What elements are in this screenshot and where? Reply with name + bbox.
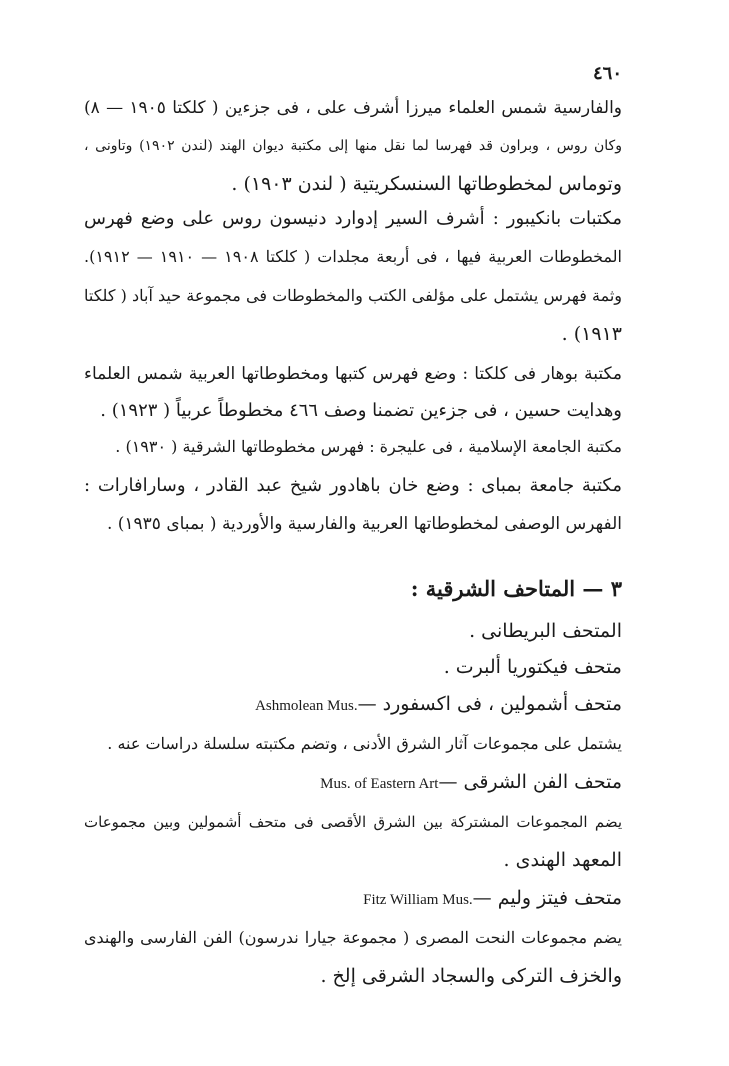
text-line: والخزف التركى والسجاد الشرقى إلخ . — [320, 965, 622, 987]
text-line: وهدايت حسين ، فى جزءين تضمنا وصف ٤٦٦ مخطوطاً عربياً ( ١٩٢٣) . — [100, 400, 622, 421]
text-line: يشتمل على مجموعات آثار الشرق الأدنى ، وتضم مكتبته سلسلة دراسات عنه . — [107, 734, 622, 753]
text-line: مكتبات بانكيبور : أشرف السير إدوارد دنيسون روس على وضع فهرس — [84, 208, 622, 229]
section-heading: ٣ — المتاحف الشرقية : — [410, 576, 622, 601]
museum-entry — [249, 690, 622, 720]
museum-name-arabic: متحف فيتز وليم — — [472, 887, 622, 909]
text-line: المعهد الهندى . — [503, 849, 622, 871]
text-line: يضم المجموعات المشتركة بين الشرق الأقصى فى متحف أشمولين وبين مجموعات — [84, 813, 622, 831]
text-line: الفهرس الوصفى لمخطوطاتها العربية والفارسية والأوردية ( بمباى ١٩٣٥) . — [106, 514, 622, 534]
text-line: والفارسية شمس العلماء ميرزا أشرف على ، فى جزءين ( كلكتا ١٩٠٥ — ٨) — [84, 98, 623, 118]
museum-name-latin: Fitz William Mus. — [363, 892, 473, 908]
text-line: يضم مجموعات النحت المصرى ( مجموعة جيارا ندرسون) الفن الفارسى والهندى — [84, 928, 622, 947]
museum-name-latin: Ashmolean Mus. — [255, 698, 358, 714]
museum-entry: المتحف البريطانى . — [469, 620, 622, 642]
museum-entry: متحف فيكتوريا ألبرت . — [443, 656, 622, 678]
text-line: وتوماس لمخطوطاتها السنسكريتية ( لندن ١٩٠٣) . — [231, 173, 622, 195]
text-line: وثمة فهرس يشتمل على مؤلفى الكتب والمخطوطات فى مجموعة حيد آباد ( كلكتا — [84, 286, 622, 305]
text-line: وكان روس ، وبراون قد فهرسا لما نقل منها إلى مكتبة ديوان الهند (لندن ١٩٠٢) وتاونى ، — [84, 138, 622, 154]
museum-name-latin: Mus. of Eastern Art — [320, 776, 439, 792]
museum-name-arabic: متحف أشمولين ، فى اكسفورد — — [357, 693, 622, 715]
page-number: ٤٦٠ — [592, 63, 622, 84]
museum-entry — [314, 768, 622, 798]
text-line: المخطوطات العربية فيها ، فى أربعة مجلدات ( كلكتا ١٩٠٨ — ١٩١٠ — ١٩١٢). — [84, 247, 623, 266]
museum-name-arabic: متحف الفن الشرقى — — [438, 771, 622, 793]
text-line: مكتبة الجامعة الإسلامية ، فى عليجرة : فهرس مخطوطاتها الشرقية ( ١٩٣٠) . — [115, 437, 622, 456]
text-line: مكتبة جامعة بمباى : وضع خان باهادور شيخ عبد القادر ، وسارافارات : — [84, 475, 622, 496]
text-line: مكتبة بوهار فى كلكتا : وضع فهرس كتبها ومخطوطاتها العربية شمس العلماء — [84, 364, 622, 384]
museum-entry — [357, 884, 622, 914]
text-line: . (١٩١٣ — [561, 323, 622, 345]
